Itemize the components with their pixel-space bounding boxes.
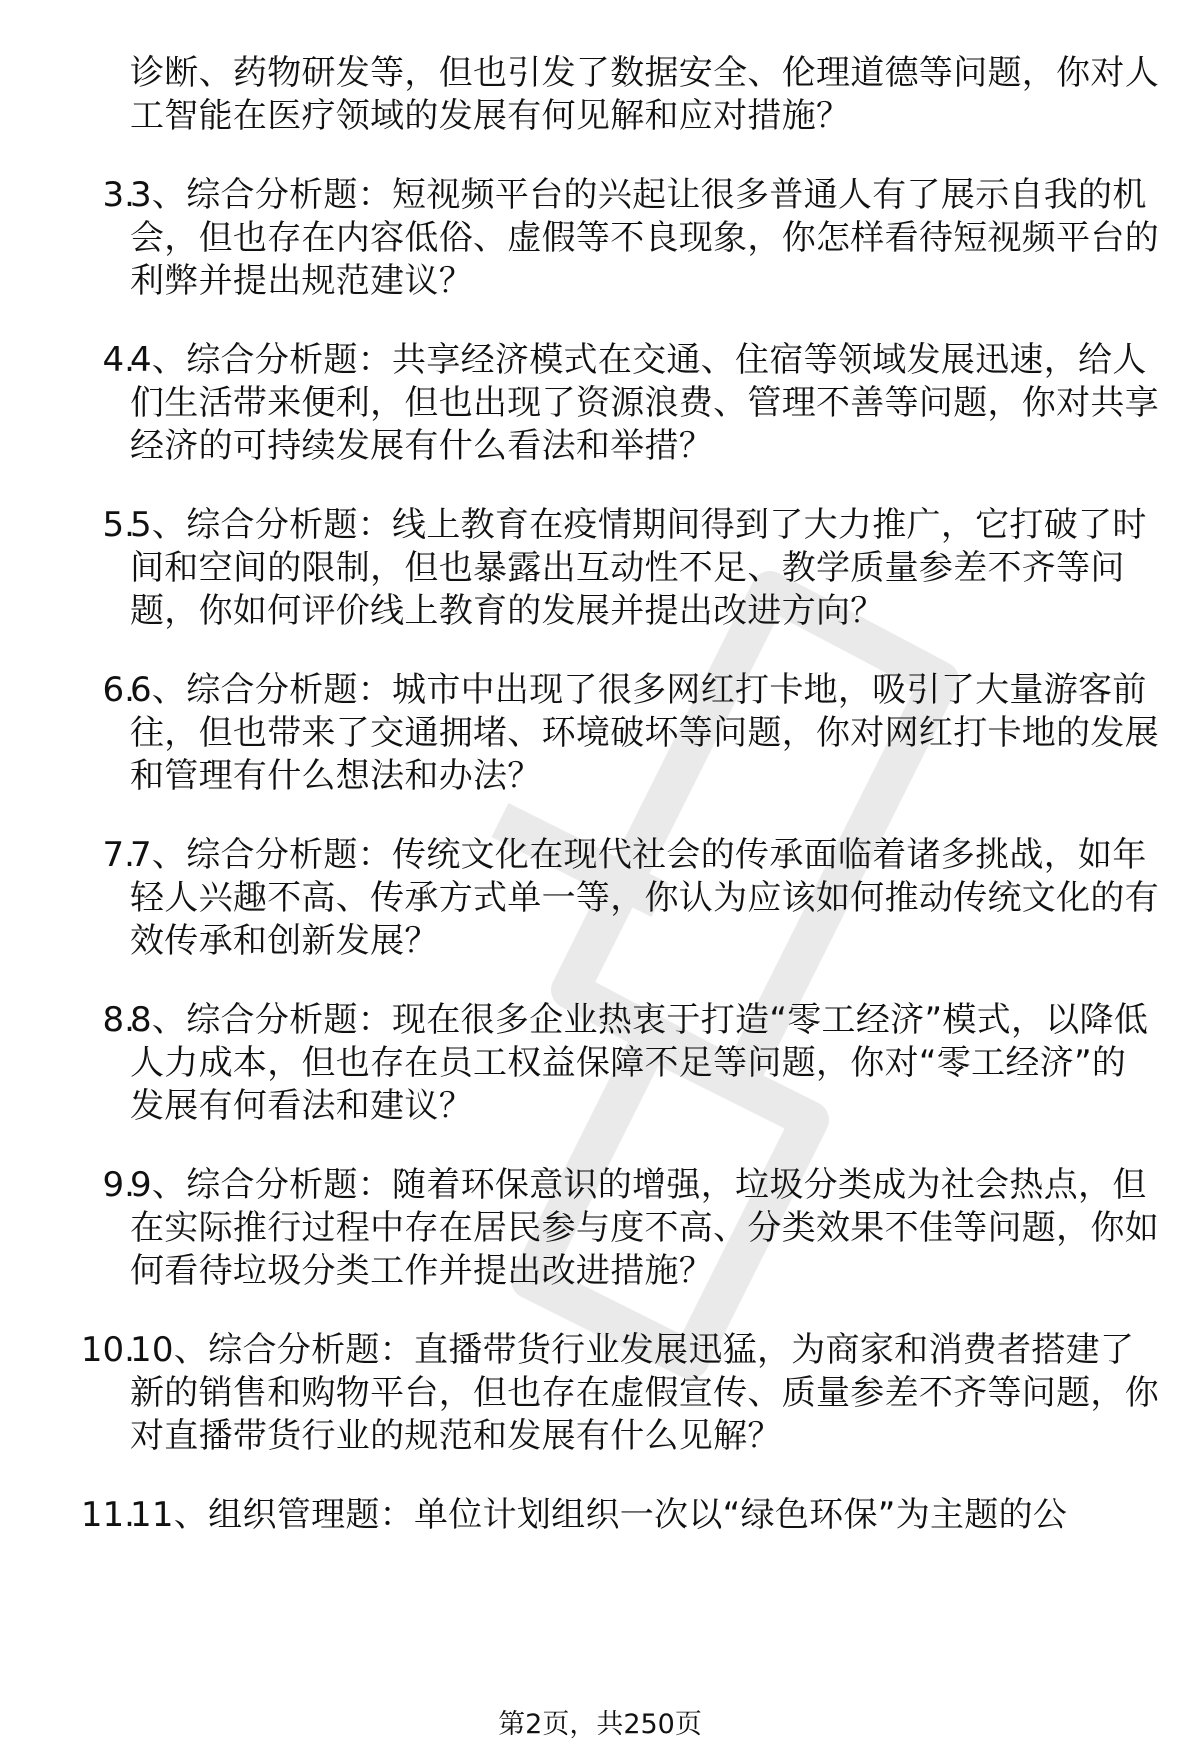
question-number: 11. <box>80 1495 135 1535</box>
question-item <box>0 1494 1200 1537</box>
question-text: 4、综合分析题：共享经济模式在交通、住宿等领域发展迅速，给人们生活带来便利，但也出现了资源浪费、管理不善等问题，你对共享经济的可持续发展有什么看法和举措？ <box>130 340 1159 466</box>
question-text: 3、综合分析题：短视频平台的兴起让很多普通人有了展示自我的机会，但也存在内容低俗、虚假等不良现象，你怎样看待短视频平台的利弊并提出规范建议？ <box>130 175 1159 301</box>
question-number: 6. <box>102 670 135 710</box>
question-list <box>0 52 1200 1573</box>
question-item <box>0 1329 1200 1458</box>
question-number: 10. <box>80 1330 135 1370</box>
question-number: 9. <box>102 1165 135 1205</box>
question-text: 9、综合分析题：随着环保意识的增强，垃圾分类成为社会热点，但在实际推行过程中存在居民参与度不高、分类效果不佳等问题，你如何看待垃圾分类工作并提出改进措施？ <box>130 1165 1159 1291</box>
question-text: 7、综合分析题：传统文化在现代社会的传承面临着诸多挑战，如年轻人兴趣不高、传承方式单一等，你认为应该如何推动传统文化的有效传承和创新发展？ <box>130 835 1159 961</box>
question-text: 10、综合分析题：直播带货行业发展迅猛，为商家和消费者搭建了新的销售和购物平台，但也存在虚假宣传、质量参差不齐等问题，你对直播带货行业的规范和发展有什么见解？ <box>130 1330 1159 1456</box>
question-continuation <box>0 52 1200 138</box>
continuation-text: 诊断、药物研发等，但也引发了数据安全、伦理道德等问题，你对人工智能在医疗领域的发展有何见解和应对措施？ <box>130 53 1159 136</box>
question-text: 5、综合分析题：线上教育在疫情期间得到了大力推广，它打破了时间和空间的限制，但也暴露出互动性不足、教学质量参差不齐等问题，你如何评价线上教育的发展并提出改进方向？ <box>130 505 1147 631</box>
question-text: 6、综合分析题：城市中出现了很多网红打卡地，吸引了大量游客前往，但也带来了交通拥堵、环境破坏等问题，你对网红打卡地的发展和管理有什么想法和办法？ <box>130 670 1159 796</box>
question-number: 7. <box>102 835 135 875</box>
question-number: 8. <box>102 1000 135 1040</box>
question-number: 5. <box>102 505 135 545</box>
question-item <box>0 669 1200 798</box>
question-item <box>0 999 1200 1128</box>
question-item <box>0 339 1200 468</box>
question-item <box>0 1164 1200 1293</box>
question-number: 3. <box>102 175 135 215</box>
question-text: 11、组织管理题：单位计划组织一次以“绿色环保”为主题的公 <box>130 1495 1068 1535</box>
page-footer: 第2页，共250页 <box>498 1709 702 1740</box>
question-text: 8、综合分析题：现在很多企业热衷于打造“零工经济”模式，以降低人力成本，但也存在员工权益保障不足等问题，你对“零工经济”的发展有何看法和建议？ <box>130 1000 1149 1126</box>
question-item <box>0 504 1200 633</box>
question-item <box>0 174 1200 303</box>
question-number: 4. <box>102 340 135 380</box>
question-item <box>0 834 1200 963</box>
